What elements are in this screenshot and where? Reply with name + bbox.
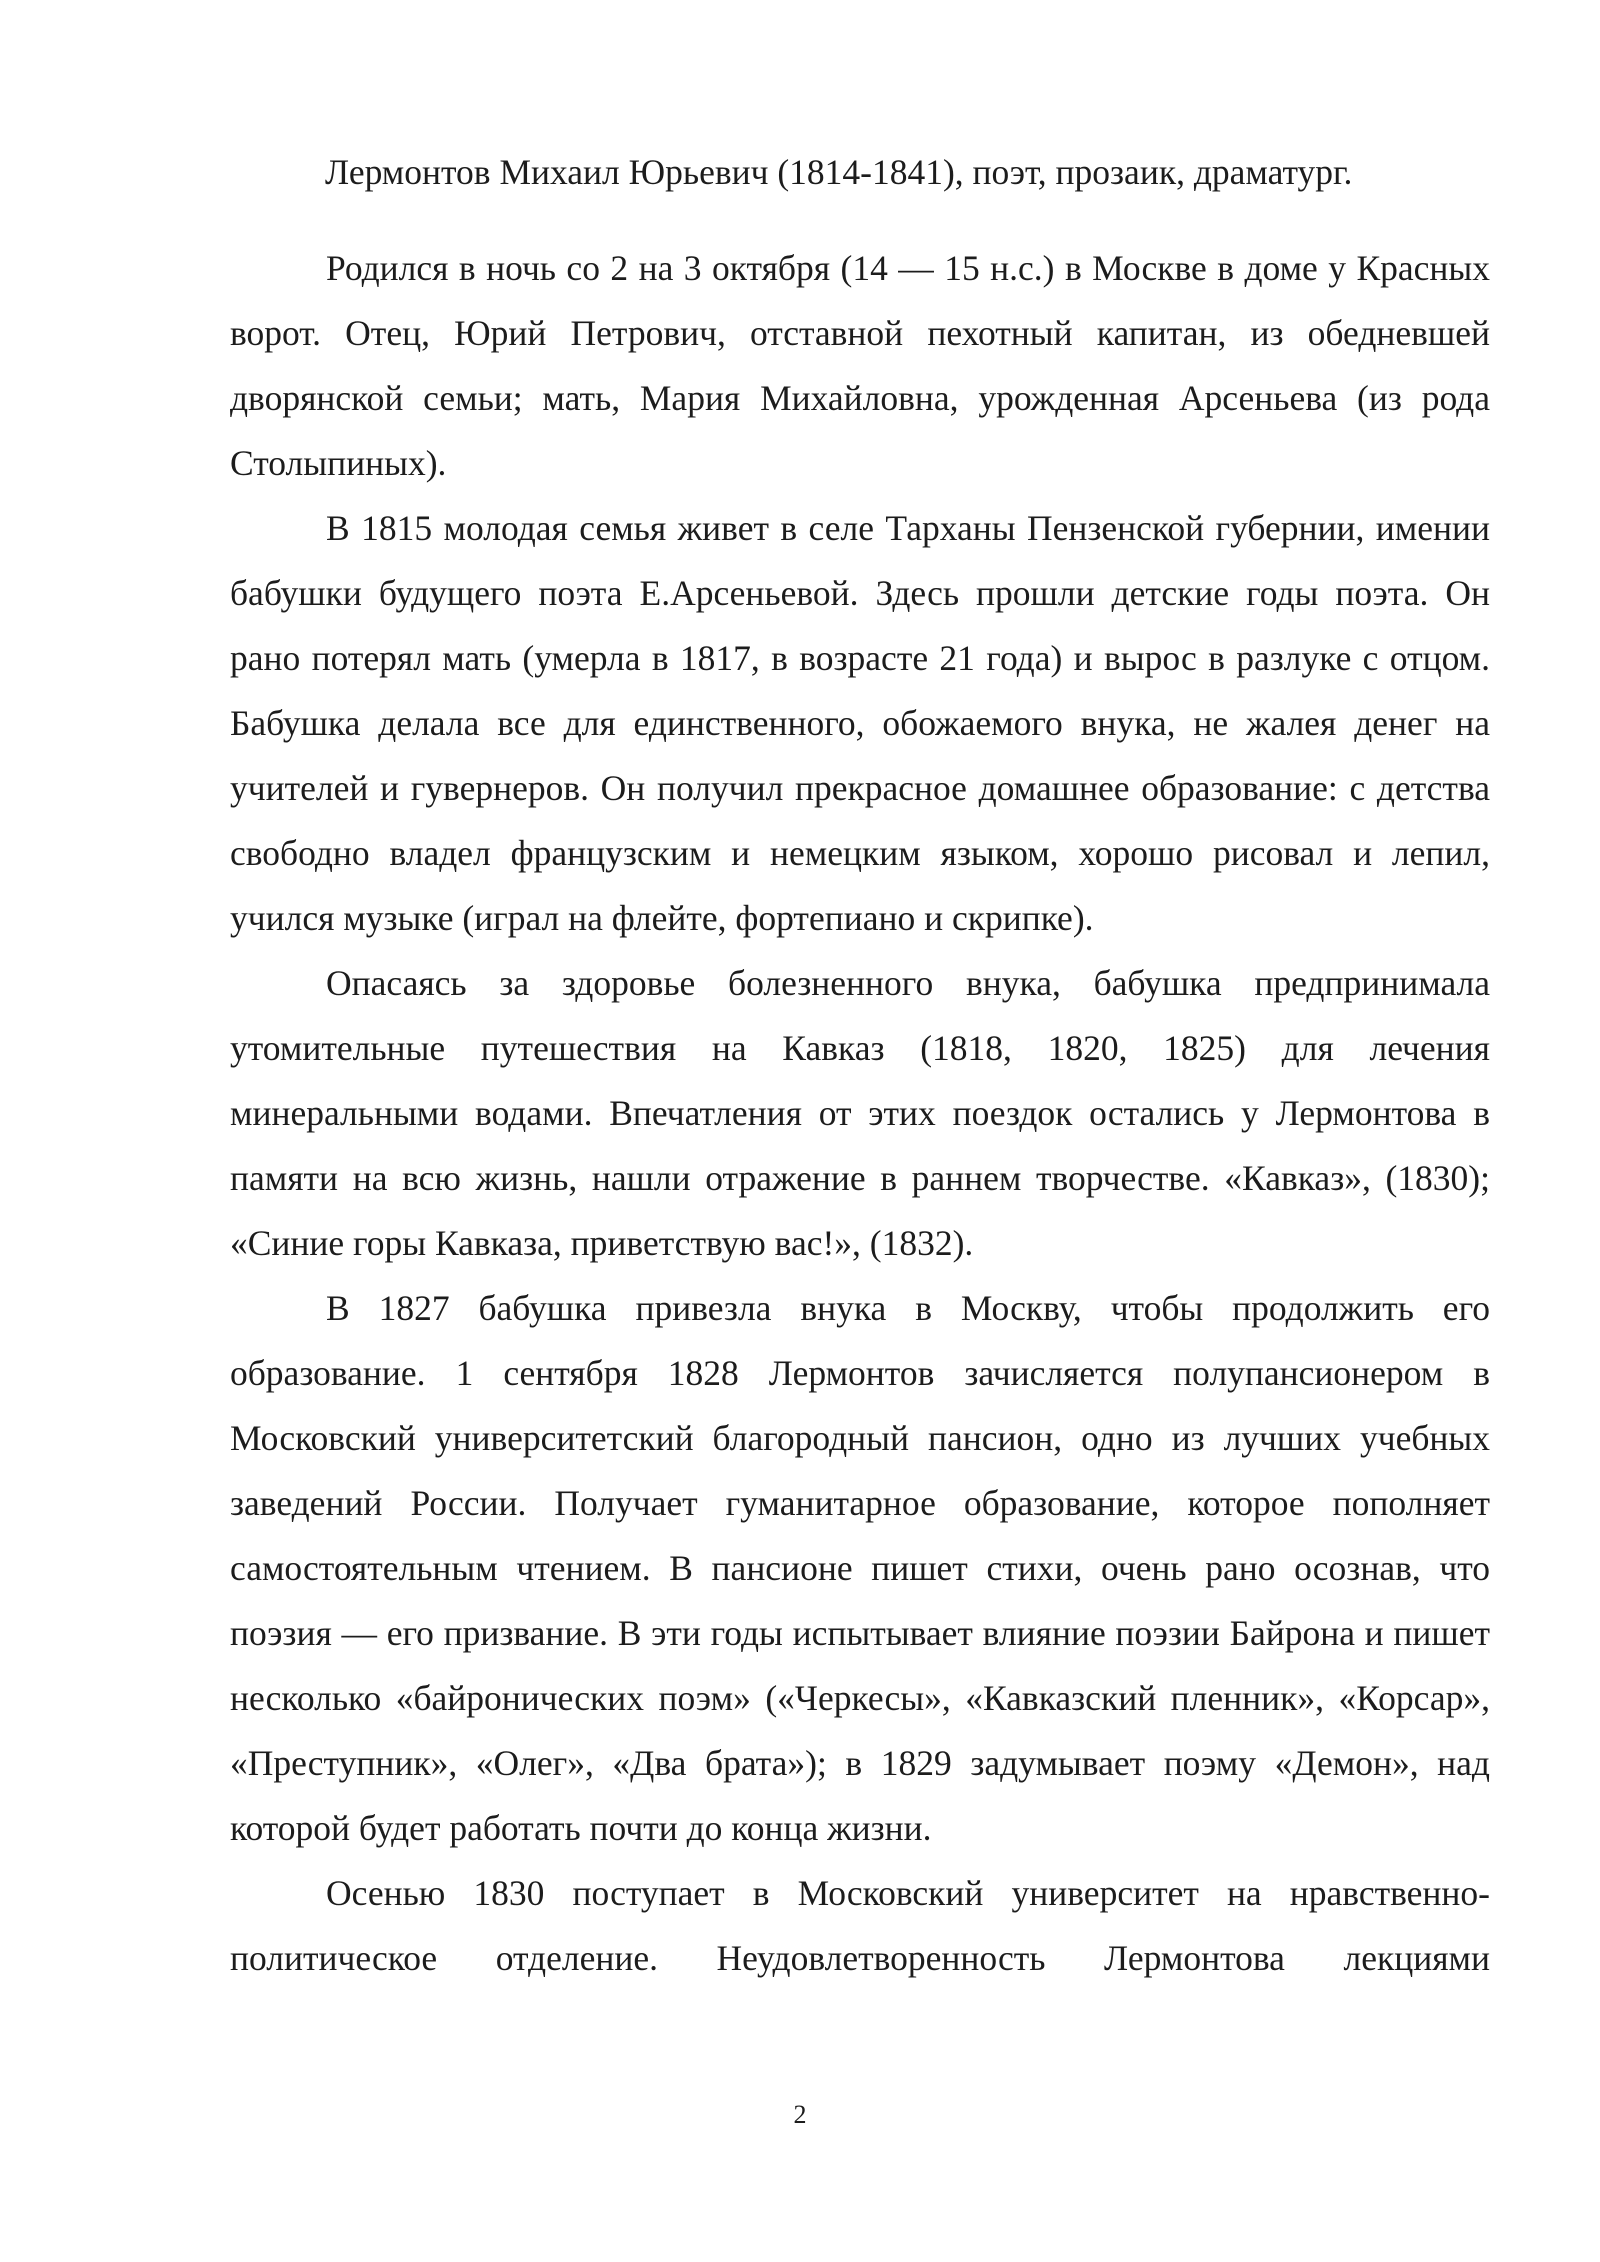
document-heading: Лермонтов Михаил Юрьевич (1814-1841), поэт, прозаик, драматург. [325, 152, 1353, 192]
paragraph-birth: Родился в ночь со 2 на 3 октября (14 — 15 н.с.) в Москве в доме у Красных ворот. Отец, Юрий Петрович, отставной пехотный капитан, из обедневшей дворянской семьи; мать, Мария Михайловна, урожденная Арсеньева (из рода Столыпиных). [230, 248, 1490, 483]
paragraph-boarding-school: В 1827 бабушка привезла внука в Москву, чтобы продолжить его образование. 1 сентября 1828 Лермонтов зачисляется полупансионером в Московский университетский благородный пансион, одно из лучших учебных заведений России. Получает гуманитарное образование, которое пополняет самостоятельным чтением. В пансионе пишет стихи, очень рано осознав, что поэзия — его призвание. В эти годы испытывает влияние поэзии Байрона и пишет несколько «байронических поэм» («Черкесы», «Кавказский пленник», «Корсар», «Преступник», «Олег», «Два брата»); в 1829 задумывает поэму «Демон», над которой будет работать почти до конца жизни. [230, 1288, 1490, 1848]
document-body [230, 140, 1490, 1991]
paragraph-childhood: В 1815 молодая семья живет в селе Тарханы Пензенской губернии, имении бабушки будущего поэта Е.Арсеньевой. Здесь прошли детские годы поэта. Он рано потерял мать (умерла в 1817, в возрасте 21 года) и вырос в разлуке с отцом. Бабушка делала все для единственного, обожаемого внука, не жалея денег на учителей и гувернеров. Он получил прекрасное домашнее образование: с детства свободно владел французским и немецким языком, хорошо рисовал и лепил, учился музыке (играл на флейте, фортепиано и скрипке). [230, 508, 1490, 938]
page-number: 2 [793, 2100, 807, 2129]
paragraph-caucasus: Опасаясь за здоровье болезненного внука, бабушка предпринимала утомительные путешествия на Кавказ (1818, 1820, 1825) для лечения минеральными водами. Впечатления от этих поездок остались у Лермонтова в памяти на всю жизнь, нашли отражение в раннем творчестве. «Кавказ», (1830); «Синие горы Кавказа, приветствую вас!», (1832). [230, 963, 1490, 1263]
paragraph-university: Осенью 1830 поступает в Московский университет на нравственно-политическое отделение. Неудовлетворенность Лермонтова лекциями [230, 1873, 1490, 1978]
